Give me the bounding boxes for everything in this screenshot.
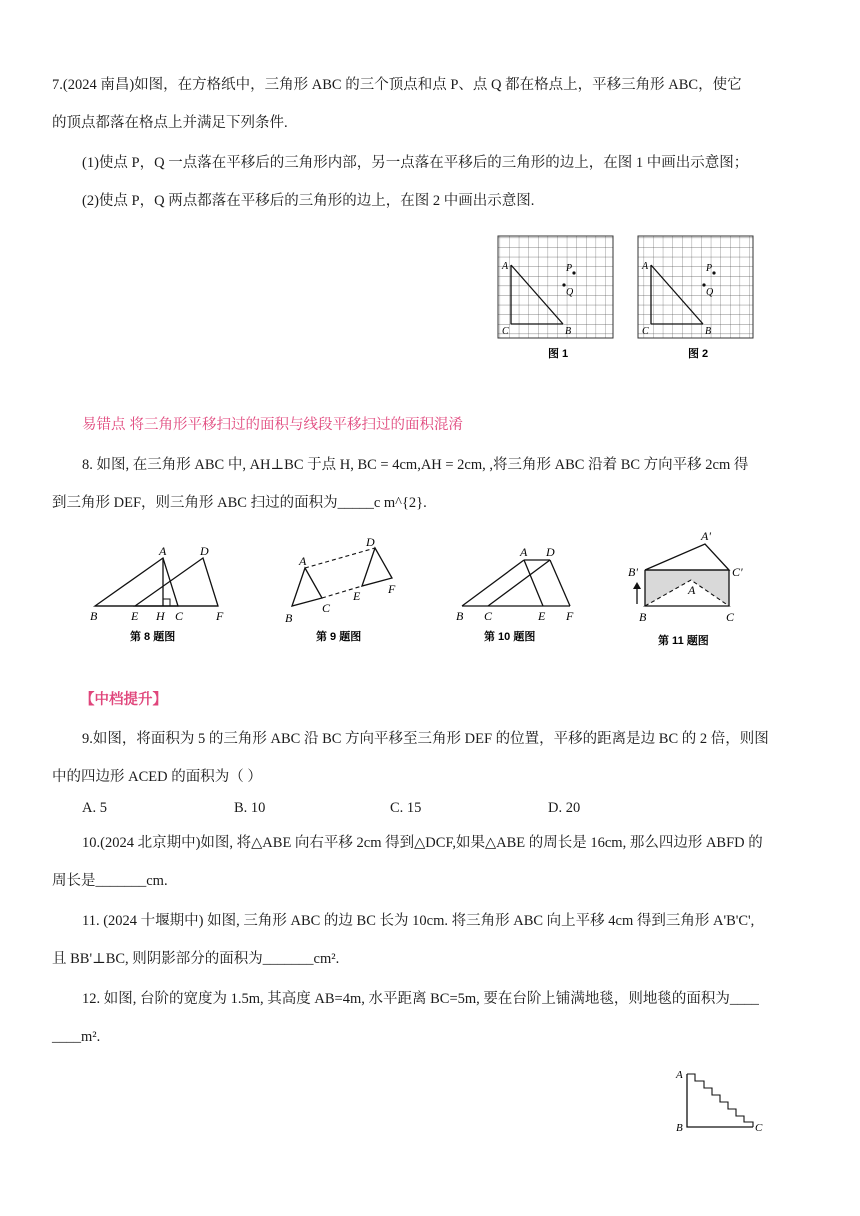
f8-label-h: H <box>156 609 165 623</box>
figure-11 <box>628 529 743 647</box>
q11-text-line1: 11. (2024 十堰期中) 如图, 三角形 ABC 的边 BC 长为 10cm. 将三角形 ABC 向上平移 4cm 得到三角形 A'B'C', <box>82 913 755 929</box>
mistake-heading: 易错点 将三角形平移扫过的面积与线段平移扫过的面积混淆 <box>82 417 464 433</box>
f10-label-f: F <box>566 609 574 623</box>
figure-9 <box>285 535 396 643</box>
f9-label-c: C <box>322 601 331 615</box>
fig2-label-c: C <box>642 326 649 337</box>
q12-text-line2: ____m². <box>52 1029 101 1045</box>
fig1-label-b: B <box>565 326 572 337</box>
fig1-label-q: Q <box>566 287 574 298</box>
f9-caption: 第 9 题图 <box>316 631 362 643</box>
q9-text-line2: 中的四边形 ACED 的面积为（ ） <box>52 769 262 785</box>
q10-text-line1: 10.(2024 北京期中)如图, 将△ABE 向右平移 2cm 得到△DCF,如果△ABE 的周长是 16cm, 那么四边形 ABFD 的 <box>82 835 763 851</box>
fig1-label-p: P <box>566 263 573 274</box>
f9-label-a: A <box>299 554 307 568</box>
f8-label-c: C <box>175 609 184 623</box>
q10-text-line2: 周长是_______cm. <box>52 873 168 889</box>
f8-label-d: D <box>200 544 209 558</box>
f10-label-e: E <box>538 609 546 623</box>
grid-figure-2 <box>638 236 753 360</box>
f10-label-a: A <box>520 545 528 559</box>
q9-choice-b: B. 10 <box>234 800 266 816</box>
q9-choice-d: D. 20 <box>548 800 581 816</box>
q11-text-line2: 且 BB'⊥BC, 则阴影部分的面积为_______cm². <box>52 951 340 967</box>
q7-part2: (2)使点 P，Q 两点都落在平移后的三角形的边上，在图 2 中画出示意图. <box>82 193 535 209</box>
f8-label-a: A <box>159 544 167 558</box>
grid-figure-1 <box>498 236 613 360</box>
f11-caption: 第 11 题图 <box>658 635 709 647</box>
fig1-label-c: C <box>502 326 509 337</box>
f11-label-b-prime: B' <box>628 565 638 579</box>
q9-choice-a: A. 5 <box>82 800 107 816</box>
f9-label-d: D <box>366 535 375 549</box>
f11-label-c: C <box>726 610 735 624</box>
fig2-caption: 图 2 <box>688 348 709 360</box>
f8-caption: 第 8 题图 <box>130 631 176 643</box>
stair-label-b: B <box>676 1122 683 1134</box>
f10-label-d: D <box>546 545 555 559</box>
f8-label-b: B <box>90 609 98 623</box>
fig2-label-b: B <box>705 326 712 337</box>
fig2-label-a: A <box>642 261 649 272</box>
figures-row <box>80 528 780 658</box>
fig2-label-p: P <box>706 263 713 274</box>
f8-label-f: F <box>216 609 224 623</box>
f9-label-b: B <box>285 611 293 625</box>
fig2-label-q: Q <box>706 287 714 298</box>
q7-part1: (1)使点 P，Q 一点落在平移后的三角形内部，另一点落在平移后的三角形的边上，在图 1 中画出示意图； <box>82 155 749 171</box>
figure-10 <box>456 545 574 643</box>
q7-text-line1: 7.(2024 南昌)如图，在方格纸中，三角形 ABC 的三个顶点和点 P、点 Q 都在格点上，平移三角形 ABC，使它 <box>52 77 742 93</box>
q8-text-line2: 到三角形 DEF，则三角形 ABC 扫过的面积为_____c m^{2}. <box>52 495 427 511</box>
staircase-figure <box>668 1064 778 1142</box>
f10-label-c: C <box>484 609 493 623</box>
q9-text-line1: 9.如图，将面积为 5 的三角形 ABC 沿 BC 方向平移至三角形 DEF 的位置，平移的距离是边 BC 的 2 倍，则图 <box>82 731 769 747</box>
f11-label-a-prime: A' <box>701 529 711 543</box>
f11-label-a: A <box>688 583 696 597</box>
q7-grid-figures <box>490 228 770 368</box>
q12-text-line1: 12. 如图, 台阶的宽度为 1.5m, 其高度 AB=4m, 水平距离 BC=5m, 要在台阶上铺满地毯，则地毯的面积为____ <box>82 991 759 1007</box>
f8-label-e: E <box>131 609 139 623</box>
fig1-caption: 图 1 <box>548 348 569 360</box>
figure-8 <box>90 544 224 643</box>
q9-choice-c: C. 15 <box>390 800 422 816</box>
f11-label-c-prime: C' <box>732 565 743 579</box>
q7-text-line2: 的顶点都落在格点上并满足下列条件. <box>52 115 288 131</box>
f9-label-e: E <box>353 589 361 603</box>
f9-label-f: F <box>388 582 396 596</box>
stair-label-c: C <box>755 1122 763 1134</box>
f11-label-b: B <box>639 610 647 624</box>
q8-text-line1: 8. 如图, 在三角形 ABC 中, AH⊥BC 于点 H, BC = 4cm,AH = 2cm, ,将三角形 ABC 沿着 BC 方向平移 2cm 得 <box>82 457 749 473</box>
f10-label-b: B <box>456 609 464 623</box>
mid-level-heading: 【中档提升】 <box>80 692 167 708</box>
stair-label-a: A <box>676 1069 683 1081</box>
fig1-label-a: A <box>502 261 509 272</box>
f10-caption: 第 10 题图 <box>484 631 536 643</box>
